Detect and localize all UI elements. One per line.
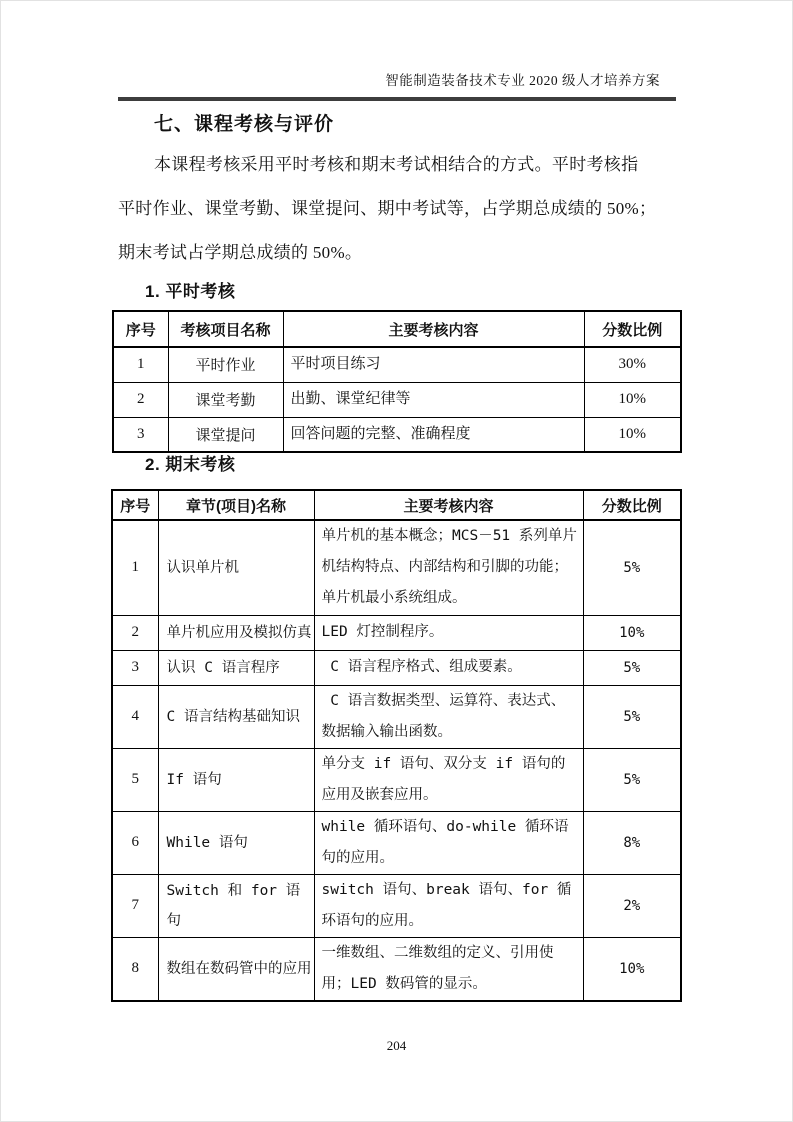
table-cell: 2 (112, 615, 158, 650)
table-cell: 平时项目练习 (283, 347, 584, 382)
table-cell: C 语言程序格式、组成要素。 (314, 650, 583, 685)
table-header-row (112, 490, 681, 520)
table-cell: 单片机应用及模拟仿真 (158, 615, 314, 650)
table-cell: 8% (583, 811, 681, 874)
table-cell: 10% (583, 615, 681, 650)
table-cell: 10% (584, 382, 681, 417)
table-cell: 3 (112, 650, 158, 685)
column-header: 主要考核内容 (283, 311, 584, 347)
table-row (112, 615, 681, 650)
column-header: 分数比例 (584, 311, 681, 347)
table-cell: 一维数组、二维数组的定义、引用使用；LED 数码管的显示。 (314, 937, 583, 1001)
column-header: 序号 (112, 490, 158, 520)
table-cell: 10% (584, 417, 681, 452)
table-cell: While 语句 (158, 811, 314, 874)
table-cell: 回答问题的完整、准确程度 (283, 417, 584, 452)
table-cell: 数组在数码管中的应用 (158, 937, 314, 1001)
regular-assessment-table (112, 310, 682, 453)
page-number: 204 (386, 1038, 407, 1053)
table-cell: 6 (112, 811, 158, 874)
table-cell: 认识单片机 (158, 520, 314, 615)
table-header-row (113, 311, 681, 347)
table-cell: 30% (584, 347, 681, 382)
table-cell: If 语句 (158, 748, 314, 811)
table-row (112, 937, 681, 1001)
table-cell: 2 (113, 382, 168, 417)
table-row (112, 520, 681, 615)
table-cell: 平时作业 (168, 347, 283, 382)
table-cell: C 语言数据类型、运算符、表达式、数据输入输出函数。 (314, 685, 583, 748)
table-cell: 5% (583, 685, 681, 748)
table-row (113, 382, 681, 417)
table-cell: 单分支 if 语句、双分支 if 语句的应用及嵌套应用。 (314, 748, 583, 811)
table-cell: 10% (583, 937, 681, 1001)
column-header: 章节(项目)名称 (158, 490, 314, 520)
final-assessment-table (111, 489, 682, 1002)
table-cell: 4 (112, 685, 158, 748)
column-header: 分数比例 (583, 490, 681, 520)
table-cell: 1 (112, 520, 158, 615)
table-cell: 课堂提问 (168, 417, 283, 452)
table-cell: 3 (113, 417, 168, 452)
column-header: 序号 (113, 311, 168, 347)
table-row (112, 685, 681, 748)
intro-paragraph (118, 143, 682, 275)
table-cell: 1 (113, 347, 168, 382)
section-heading-regular-assessment: 1. 平时考核 (145, 282, 236, 301)
column-header: 考核项目名称 (168, 311, 283, 347)
table-cell: switch 语句、break 语句、for 循环语句的应用。 (314, 874, 583, 937)
table-cell: 2% (583, 874, 681, 937)
table-cell: Switch 和 for 语句 (158, 874, 314, 937)
paragraph-line: 平时作业、课堂考勤、课堂提问、期中考试等，占学期总成绩的 50%； (118, 199, 657, 218)
table-row (113, 347, 681, 382)
table-cell: LED 灯控制程序。 (314, 615, 583, 650)
table-cell: while 循环语句、do-while 循环语句的应用。 (314, 811, 583, 874)
table-cell: 5% (583, 650, 681, 685)
table-cell: 8 (112, 937, 158, 1001)
running-header: 智能制造装备技术专业 2020 级人才培养方案 (385, 73, 660, 88)
table-cell: 5% (583, 748, 681, 811)
column-header: 主要考核内容 (314, 490, 583, 520)
section-heading-final-assessment: 2. 期末考核 (145, 455, 236, 474)
table-cell: 5% (583, 520, 681, 615)
table-cell: 单片机的基本概念；MCS－51 系列单片机结构特点、内部结构和引脚的功能；单片机最小系统组成。 (314, 520, 583, 615)
table-cell: 7 (112, 874, 158, 937)
table-row (112, 650, 681, 685)
table-cell: 5 (112, 748, 158, 811)
table-cell: 出勤、课堂纪律等 (283, 382, 584, 417)
table-cell: 认识 C 语言程序 (158, 650, 314, 685)
paragraph-line: 期末考试占学期总成绩的 50%。 (118, 243, 363, 262)
paragraph-line: 本课程考核采用平时考核和期末考试相结合的方式。平时考核指 (154, 155, 639, 174)
table-row (112, 811, 681, 874)
table-cell: 课堂考勤 (168, 382, 283, 417)
header-double-rule (118, 97, 676, 101)
table-cell: C 语言结构基础知识 (158, 685, 314, 748)
table-row (112, 748, 681, 811)
page-title: 七、课程考核与评价 (154, 114, 335, 135)
table-row (112, 874, 681, 937)
table-row (113, 417, 681, 452)
